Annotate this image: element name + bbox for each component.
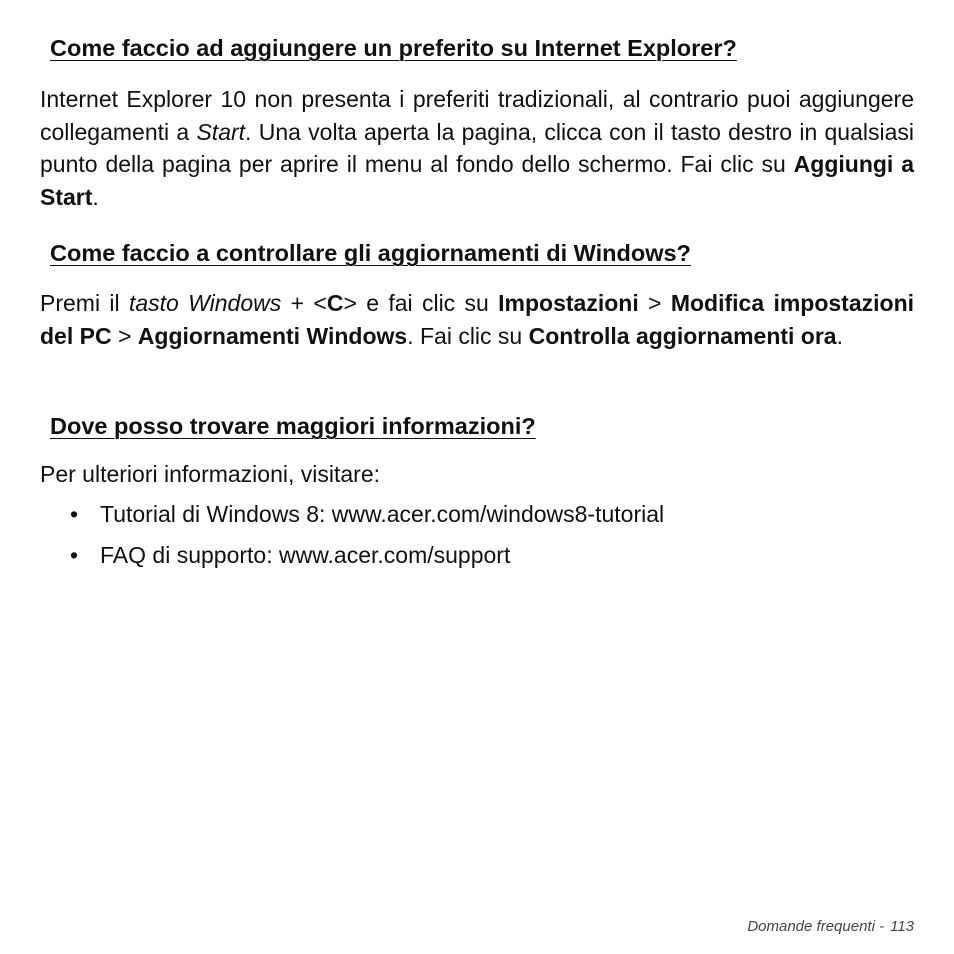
list-item: • Tutorial di Windows 8: www.acer.com/windows8-tutorial (70, 501, 665, 527)
page-number: 113 (890, 918, 914, 935)
section-body-favorites: Internet Explorer 10 non presenta i preferiti tradizionali, al contrario puoi aggiungere collegamenti a Start. Una volta aperta la pagina, clicca con il tasto destro in qualsiasi punto della pagina per aprire il menu al fondo dello schermo. Fai clic su Aggiungi a Start. (40, 86, 915, 210)
section-body-updates: Premi il tasto Windows + <C> e fai clic su Impostazioni > Modifica impostazioni del PC > Aggiornamenti Windows. Fai clic su Controlla aggiornamenti ora. (40, 290, 915, 349)
section-heading-updates: Come faccio a controllare gli aggiornamenti di Windows? (50, 240, 691, 266)
footer-section-name: Domande frequenti - (747, 918, 885, 935)
bullet-icon: • (70, 501, 79, 527)
page-footer (747, 918, 914, 935)
list-item: • FAQ di supporto: www.acer.com/support (70, 542, 511, 568)
section-heading-more-info: Dove posso trovare maggiori informazioni? (50, 413, 536, 439)
info-link-list (70, 500, 664, 582)
bullet-icon: • (70, 542, 79, 568)
section-heading-favorites: Come faccio ad aggiungere un preferito su Internet Explorer? (50, 35, 737, 61)
section-intro-more-info: Per ulteriori informazioni, visitare: (40, 461, 381, 487)
